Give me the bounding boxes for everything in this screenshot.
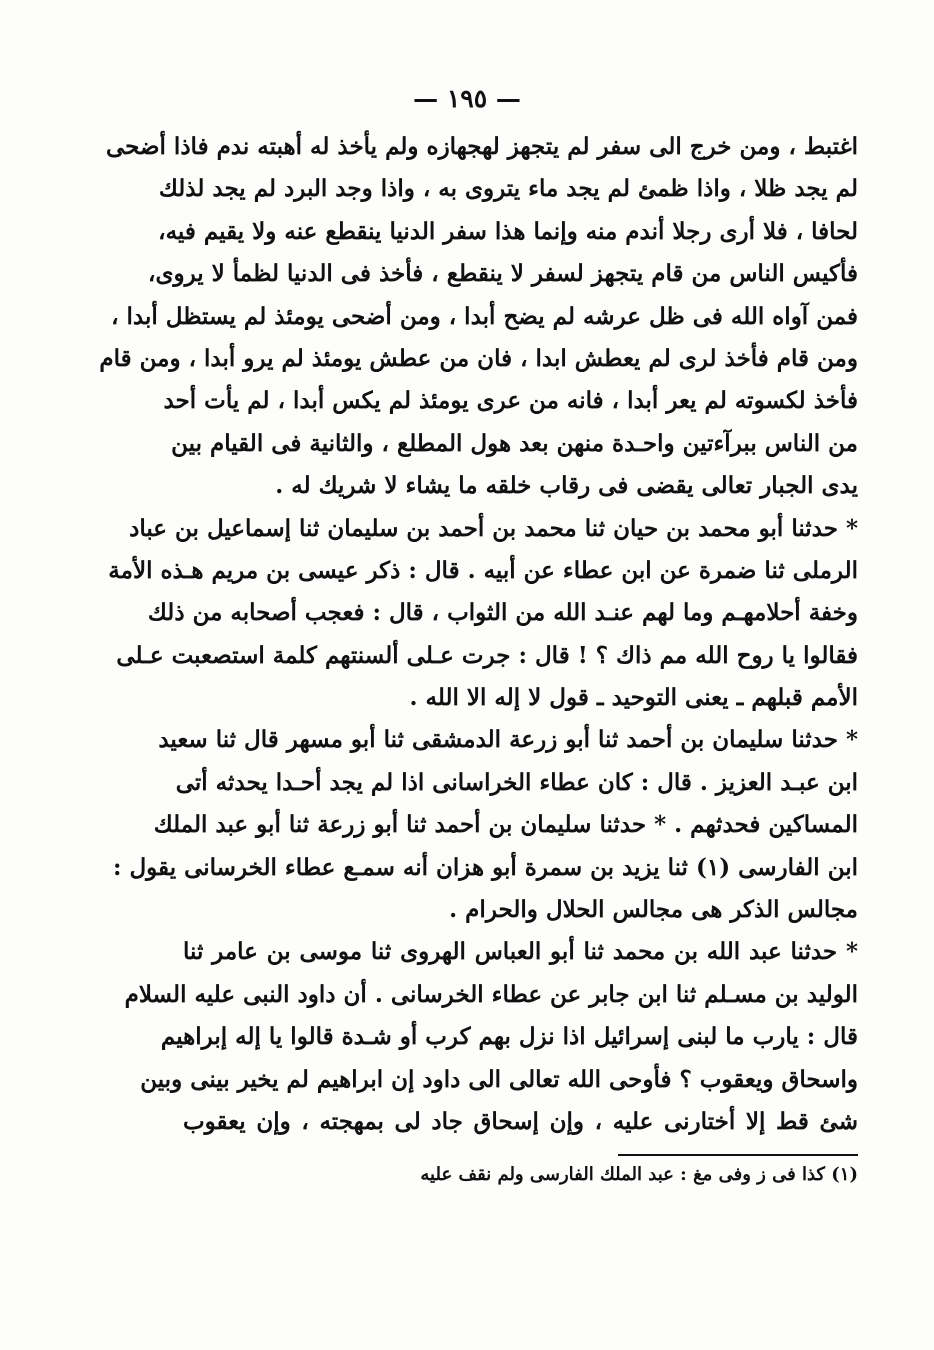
text-line: المساكين فحدثهم . * حدثنا سليمان بن أحمد ثنا أبو زرعة ثنا أبو عبد الملك (153, 811, 858, 839)
text-line: ومن قام فأخذ لرى لم يعطش ابدا ، فان من عطش يومئذ لم يرو أبدا ، ومن قام (99, 344, 858, 372)
text-line: ابن الفارسى (١) ثنا يزيد بن سمرة أبو هزان أنه سمـع عطاء الخرسانى يقول : (112, 853, 858, 881)
text-line: واسحاق ويعقوب ؟ فأوحى الله تعالى الى داود إن ابراهيم لم يخير بينى وبين (140, 1065, 858, 1093)
text-line: من الناس ببرآءتين واحـدة منهن بعد هول المطلع ، والثانية فى القيام بين (171, 429, 858, 457)
text-line: الأمم قبلهم ـ يعنى التوحيد ـ قول لا إله الا الله . (409, 684, 858, 712)
text-line: ابن عبـد العزيز . قال : كان عطاء الخراسانى اذا لم يجد أحـدا يحدثه أتى (175, 768, 858, 796)
text-line: وخفة أحلامهـم وما لهم عنـد الله من الثواب ، قال : فعجب أصحابه من ذلك (147, 599, 858, 627)
text-line: الوليد بن مسـلم ثنا ابن جابر عن عطاء الخرسانى . أن داود النبى عليه السلام (124, 980, 858, 1008)
text-line: فمن آواه الله فى ظل عرشه لم يضح أبدا ، ومن أضحى يومئذ لم يستظل أبدا ، (111, 302, 858, 330)
text-line: شئ قط إلا أختارنى عليه ، وإن إسحاق جاد لى بمهجته ، وإن يعقوب (183, 1107, 858, 1135)
text-line: الرملى ثنا ضمرة عن ابن عطاء عن أبيه . قال : ذكر عيسى بن مريم هـذه الأمة (108, 556, 858, 584)
text-line: فأخذ لكسوته لم يعر أبدا ، فانه من عرى يومئذ لم يكس أبدا ، لم يأت أحد (163, 387, 858, 415)
text-line: اغتبط ، ومن خرج الى سفر لم يتجهز لهجهازه ولم يأخذ له أهبته ندم فاذا أضحى (105, 133, 858, 160)
body-text (99, 126, 858, 1143)
page-number: — ١٩٥ — (413, 84, 521, 113)
text-line: * حدثنا عبد الله بن محمد ثنا أبو العباس الهروى ثنا موسى بن عامر ثنا (183, 938, 858, 966)
text-line: * حدثنا سليمان بن أحمد ثنا أبو زرعة الدمشقى ثنا أبو مسهر قال ثنا سعيد (158, 726, 858, 754)
footnote: (١) كذا فى ز وفى مغ : عبد الملك الفارسى ولم نقف عليه (420, 1164, 858, 1185)
text-line: * حدثنا أبو محمد بن حيان ثنا محمد بن أحمد بن سليمان ثنا إسماعيل بن عباد (129, 514, 858, 542)
text-line: مجالس الذكر هى مجالس الحلال والحرام . (449, 896, 858, 924)
text-line: لحافا ، فلا أرى رجلا أندم منه وإنما هذا سفر الدنيا ينقطع عنه ولا يقيم فيه، (158, 217, 858, 245)
text-line: فأكيس الناس من قام يتجهز لسفر لا ينقطع ، فأخذ فى الدنيا لظمأ لا يروى، (148, 260, 858, 288)
text-line: لم يجد ظلا ، واذا ظمئ لم يجد ماء يتروى به ، واذا وجد البرد لم يجد لذلك (158, 175, 858, 203)
text-line: فقالوا يا روح الله مم ذاك ؟ ! قال : جرت عـلى ألسنتهم كلمة استصعبت عـلى (116, 641, 858, 669)
text-line: قال : يارب ما لبنى إسرائيل اذا نزل بهم كرب أو شـدة قالوا يا إله إبراهيم (160, 1023, 858, 1051)
footnote-divider (618, 1154, 858, 1156)
text-line: يدى الجبار تعالى يقضى فى رقاب خلقه ما يشاء لا شريك له . (275, 472, 858, 500)
